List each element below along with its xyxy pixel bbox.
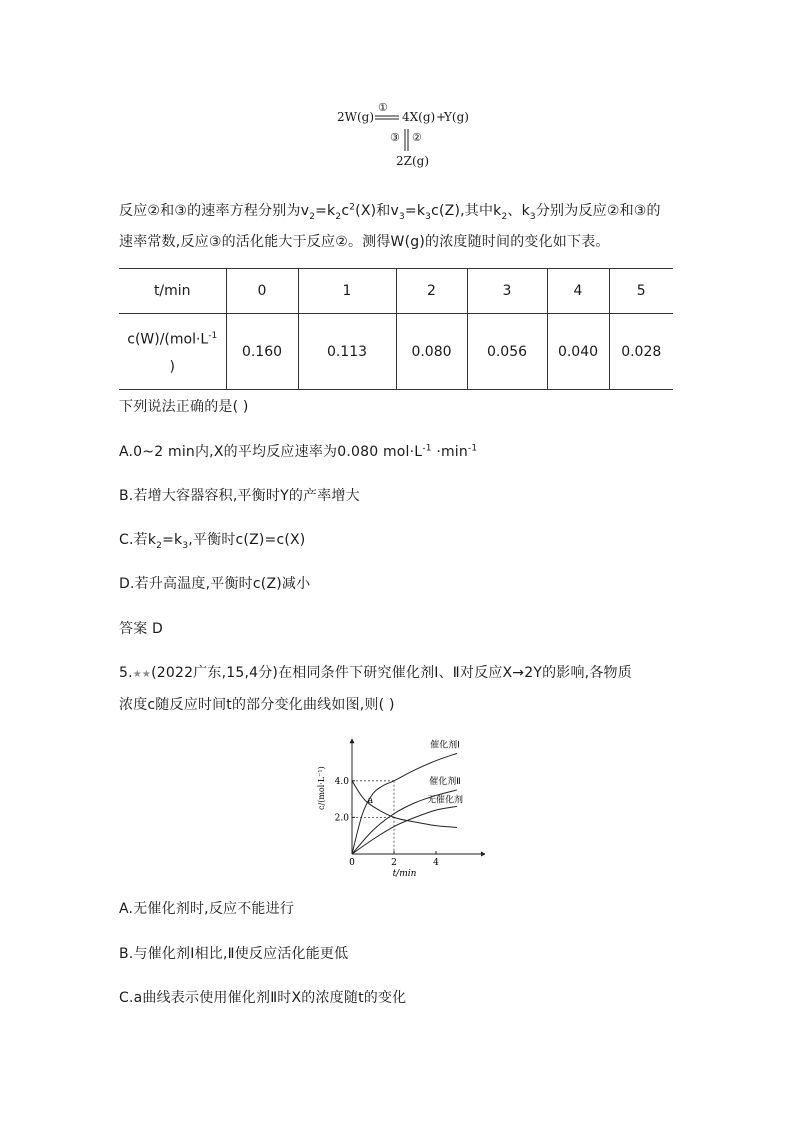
intro-text: c xyxy=(341,203,350,219)
subscript: 2 xyxy=(309,211,316,222)
question-number: 5. xyxy=(119,665,133,681)
x-tick-label: 4 xyxy=(433,858,439,868)
row-label-text: ) xyxy=(169,359,175,376)
x-axis-arrow-icon xyxy=(481,852,485,857)
time-cell: 1 xyxy=(298,269,396,314)
value-cell: 0.056 xyxy=(467,314,547,390)
step-1-label: ① xyxy=(378,101,388,114)
superscript: -1 xyxy=(208,330,218,341)
intro-text: =k xyxy=(315,203,336,219)
concentration-chart xyxy=(310,728,485,878)
q5-option-c: C.a曲线表示使用催化剂Ⅱ时X的浓度随t的变化 xyxy=(119,990,407,1006)
intro-text: 、k xyxy=(507,203,530,219)
time-cell: 3 xyxy=(467,269,547,314)
table-row xyxy=(119,269,673,314)
question-text: (2022广东,15,4分)在相同条件下研究催化剂Ⅰ、Ⅱ对反应X→2Y的影响,各物质 xyxy=(151,665,632,681)
value-cell: 0.113 xyxy=(298,314,396,390)
plus-sign: + xyxy=(436,110,447,124)
product-z: 2Z(g) xyxy=(396,154,430,168)
row-label-text: c(W)/(mol·L xyxy=(127,331,209,348)
subscript: 3 xyxy=(529,211,536,222)
q5-option-a: A.无催化剂时,反应不能进行 xyxy=(119,901,295,917)
x-tick-label: 2 xyxy=(391,858,397,868)
series-label: 催化剂Ⅰ xyxy=(430,740,460,751)
concentration-table xyxy=(119,268,673,390)
subscript: 3 xyxy=(425,211,432,222)
intro-text: (X)和v xyxy=(355,203,399,219)
row-label-cell xyxy=(119,314,226,390)
option-d: D.若升高温度,平衡时c(Z)减小 xyxy=(119,576,311,592)
intro-text: 反应②和③的速率方程分别为v xyxy=(119,203,310,219)
value-cell: 0.040 xyxy=(547,314,609,390)
question5-line-1 xyxy=(119,662,632,682)
x-tick-label: 0 xyxy=(349,858,355,868)
y-axis-label: c/(mol·L⁻¹) xyxy=(317,766,326,810)
subscript: 3 xyxy=(398,211,405,222)
option-c xyxy=(119,529,305,551)
question-stem: 下列说法正确的是( ) xyxy=(119,399,249,415)
reaction-scheme xyxy=(330,101,470,174)
option-text: A.0~2 min内,X的平均反应速率为0.080 mol·L xyxy=(119,444,423,460)
y-axis-arrow-icon xyxy=(350,738,355,743)
option-text: C.若k xyxy=(119,532,157,548)
step-2-label: ② xyxy=(412,131,422,144)
table-row xyxy=(119,314,673,390)
equilibrium-arrow xyxy=(374,114,400,122)
subscript: 2 xyxy=(156,540,163,551)
option-text: ·min xyxy=(431,444,468,460)
product-x: 4X(g) xyxy=(402,110,436,124)
intro-text: c(Z),其中k xyxy=(431,203,502,219)
intro-text: 分别为反应②和③的 xyxy=(535,203,661,219)
subscript: 2 xyxy=(335,211,342,222)
y-tick-label: 4.0 xyxy=(334,776,349,787)
vertical-equilibrium-arrow xyxy=(403,128,411,152)
series-label: 催化剂Ⅱ xyxy=(429,776,461,787)
subscript: 2 xyxy=(501,211,508,222)
value-cell: 0.160 xyxy=(226,314,298,390)
intro-line-2: 速率常数,反应③的活化能大于反应②。测得W(g)的浓度随时间的变化如下表。 xyxy=(119,234,610,250)
intro-text: =k xyxy=(404,203,426,219)
reactant-w: 2W(g) xyxy=(337,110,375,124)
superscript: 2 xyxy=(349,202,356,213)
q5-option-b: B.与催化剂Ⅰ相比,Ⅱ使反应活化能更低 xyxy=(119,946,349,962)
series-label-a: a xyxy=(367,795,374,806)
value-cell: 0.080 xyxy=(396,314,467,390)
series-label: 无催化剂 xyxy=(426,795,464,806)
time-cell: 4 xyxy=(547,269,609,314)
x-axis-label: t/min xyxy=(392,869,417,878)
answer-line: 答案 D xyxy=(119,621,164,637)
product-y: Y(g) xyxy=(444,110,469,124)
option-a xyxy=(119,441,477,461)
option-b: B.若增大容器容积,平衡时Y的产率增大 xyxy=(119,488,360,504)
intro-line-1 xyxy=(119,200,661,222)
question5-line-2: 浓度c随反应时间t的部分变化曲线如图,则( ) xyxy=(119,697,395,713)
difficulty-stars-icon: ★★ xyxy=(132,669,152,680)
superscript: -1 xyxy=(422,443,432,454)
time-cell: 2 xyxy=(396,269,467,314)
subscript: 3 xyxy=(182,540,189,551)
y-tick-label: 2.0 xyxy=(334,813,349,824)
option-text: ,平衡时c(Z)=c(X) xyxy=(188,532,306,548)
option-text: =k xyxy=(162,532,183,548)
header-cell: t/min xyxy=(119,269,226,314)
superscript: -1 xyxy=(467,443,478,454)
time-cell: 0 xyxy=(226,269,298,314)
time-cell: 5 xyxy=(609,269,673,314)
value-cell: 0.028 xyxy=(609,314,673,390)
series-line xyxy=(352,806,457,854)
step-3-label: ③ xyxy=(390,131,400,144)
